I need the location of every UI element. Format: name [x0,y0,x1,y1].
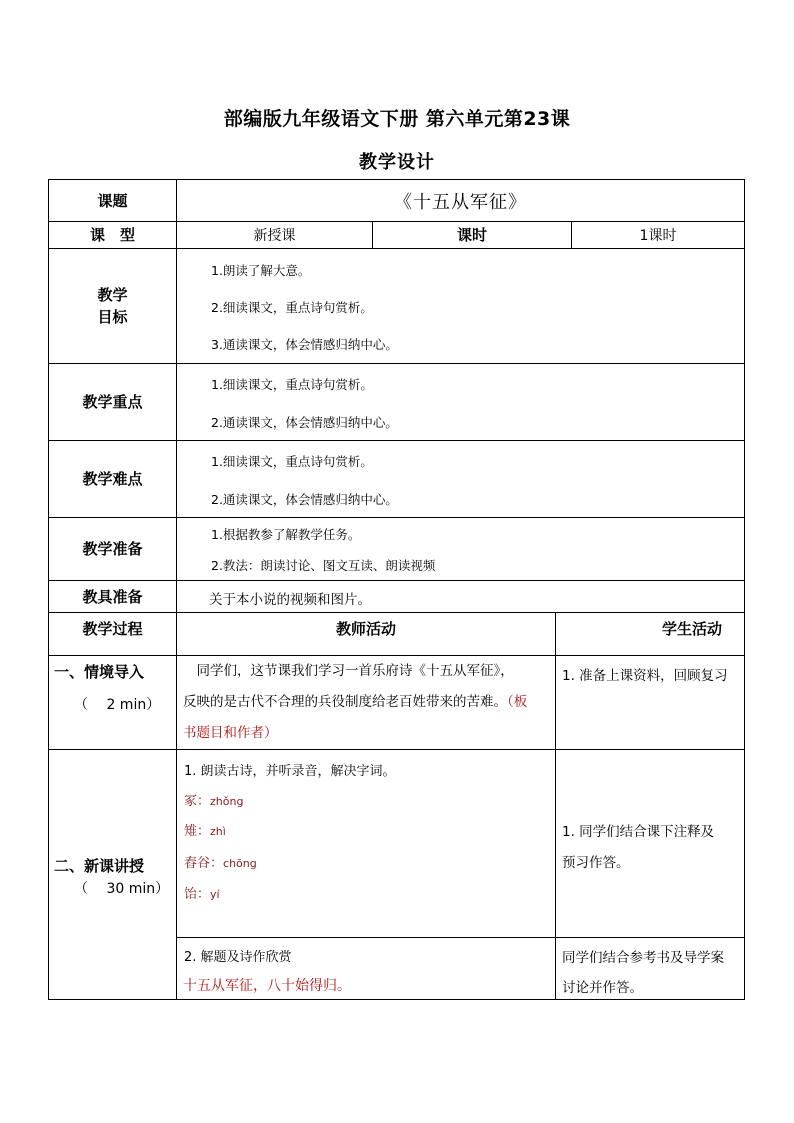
vocab-pinyin: yí [210,888,220,901]
section2-title: 二、新课讲授 [54,857,145,875]
process-header-stage: 教学过程 [82,619,143,638]
vocab-item [184,820,226,839]
section2-student-activity-1: 预习作答。 [562,855,630,871]
type-value: 新授课 [253,228,296,244]
goal-item: 1.朗读了解大意。 [211,263,311,278]
teacher-line: 反映的是古代不合理的兵役制度给老百姓带来的苦难。 [183,694,507,710]
section2-student-activity-2: 讨论并作答。 [562,980,643,996]
preparation-item: 2.教法：朗读讨论、图文互读、朗读视频 [211,558,436,573]
board-note: （板 [507,694,528,710]
vocab-item [184,790,243,809]
hours-value: 1课时 [639,228,677,244]
section2-student-activity-1: 1. 同学们结合课下注释及 [562,824,715,840]
section2-time: （ 30 min） [74,881,170,897]
goal-item: 2.细读课文，重点诗句赏析。 [211,300,373,315]
process-header-teacher: 教师活动 [335,619,396,638]
table-border [176,937,745,938]
difficulty-item: 1.细读课文，重点诗句赏析。 [211,454,373,469]
key-points-label: 教学重点 [82,393,143,411]
key-point-item: 2.通读课文，体会情感归纳中心。 [211,415,398,430]
step2-instruction: 2. 解题及诗作欣赏 [184,950,292,965]
lesson-label: 课题 [97,191,128,210]
table-border [555,612,556,1000]
table-border [48,999,745,1000]
difficulty-item: 2.通读课文，体会情感归纳中心。 [211,492,398,507]
process-header-student: 学生活动 [661,619,722,638]
hours-label: 课时 [456,226,487,244]
document-title: 部编版九年级语文下册 第六单元第23课 [223,108,571,130]
section1-title: 一、情境导入 [54,663,145,681]
goals-label-line1: 教学 [97,286,128,304]
preparation-item: 1.根据教参了解教学任务。 [211,527,361,542]
goals-label [49,249,176,363]
vocab-word: 雉： [184,824,211,839]
vocab-pinyin: zhì [210,825,226,838]
key-point-item: 1.细读课文，重点诗句赏析。 [211,377,373,392]
preparation-label: 教学准备 [82,540,143,558]
vocab-word: 饴： [184,887,211,902]
section1-teacher-activity [183,656,553,749]
section1-student-activity: 1. 准备上课资料，回顾复习 [562,668,728,684]
materials-label: 教具准备 [82,587,143,606]
section2-student-activity-2: 同学们结合参考书及导学案 [562,950,724,966]
table-border [176,179,177,1000]
board-note-continued: 书题目和作者） [183,725,278,741]
step1-instruction: 1. 朗读古诗，并听录音，解决字词。 [184,764,396,779]
teacher-line: 同学们，这节课我们学习一首乐府诗《十五从军征》， [183,663,514,679]
lesson-title: 《十五从军征》 [394,191,527,213]
vocab-word: 冢： [184,794,211,809]
goal-item: 3.通读课文，体会情感归纳中心。 [211,337,398,352]
materials-value: 关于本小说的视频和图片。 [209,592,371,608]
vocab-pinyin: zhǒng [210,795,244,808]
document-subtitle: 教学设计 [359,152,435,173]
verse-line: 十五从军征，八十始得归。 [183,978,351,994]
table-border [48,749,745,750]
vocab-item [184,883,220,902]
vocab-pinyin: chōng [223,857,257,870]
table-border [744,179,745,1000]
type-label: 课 型 [89,226,135,244]
vocab-item [184,852,257,871]
goals-label-line2: 目标 [97,308,128,326]
vocab-word: 舂谷： [184,856,224,871]
difficulties-label: 教学难点 [82,470,143,488]
section1-time: （ 2 min） [74,697,161,713]
